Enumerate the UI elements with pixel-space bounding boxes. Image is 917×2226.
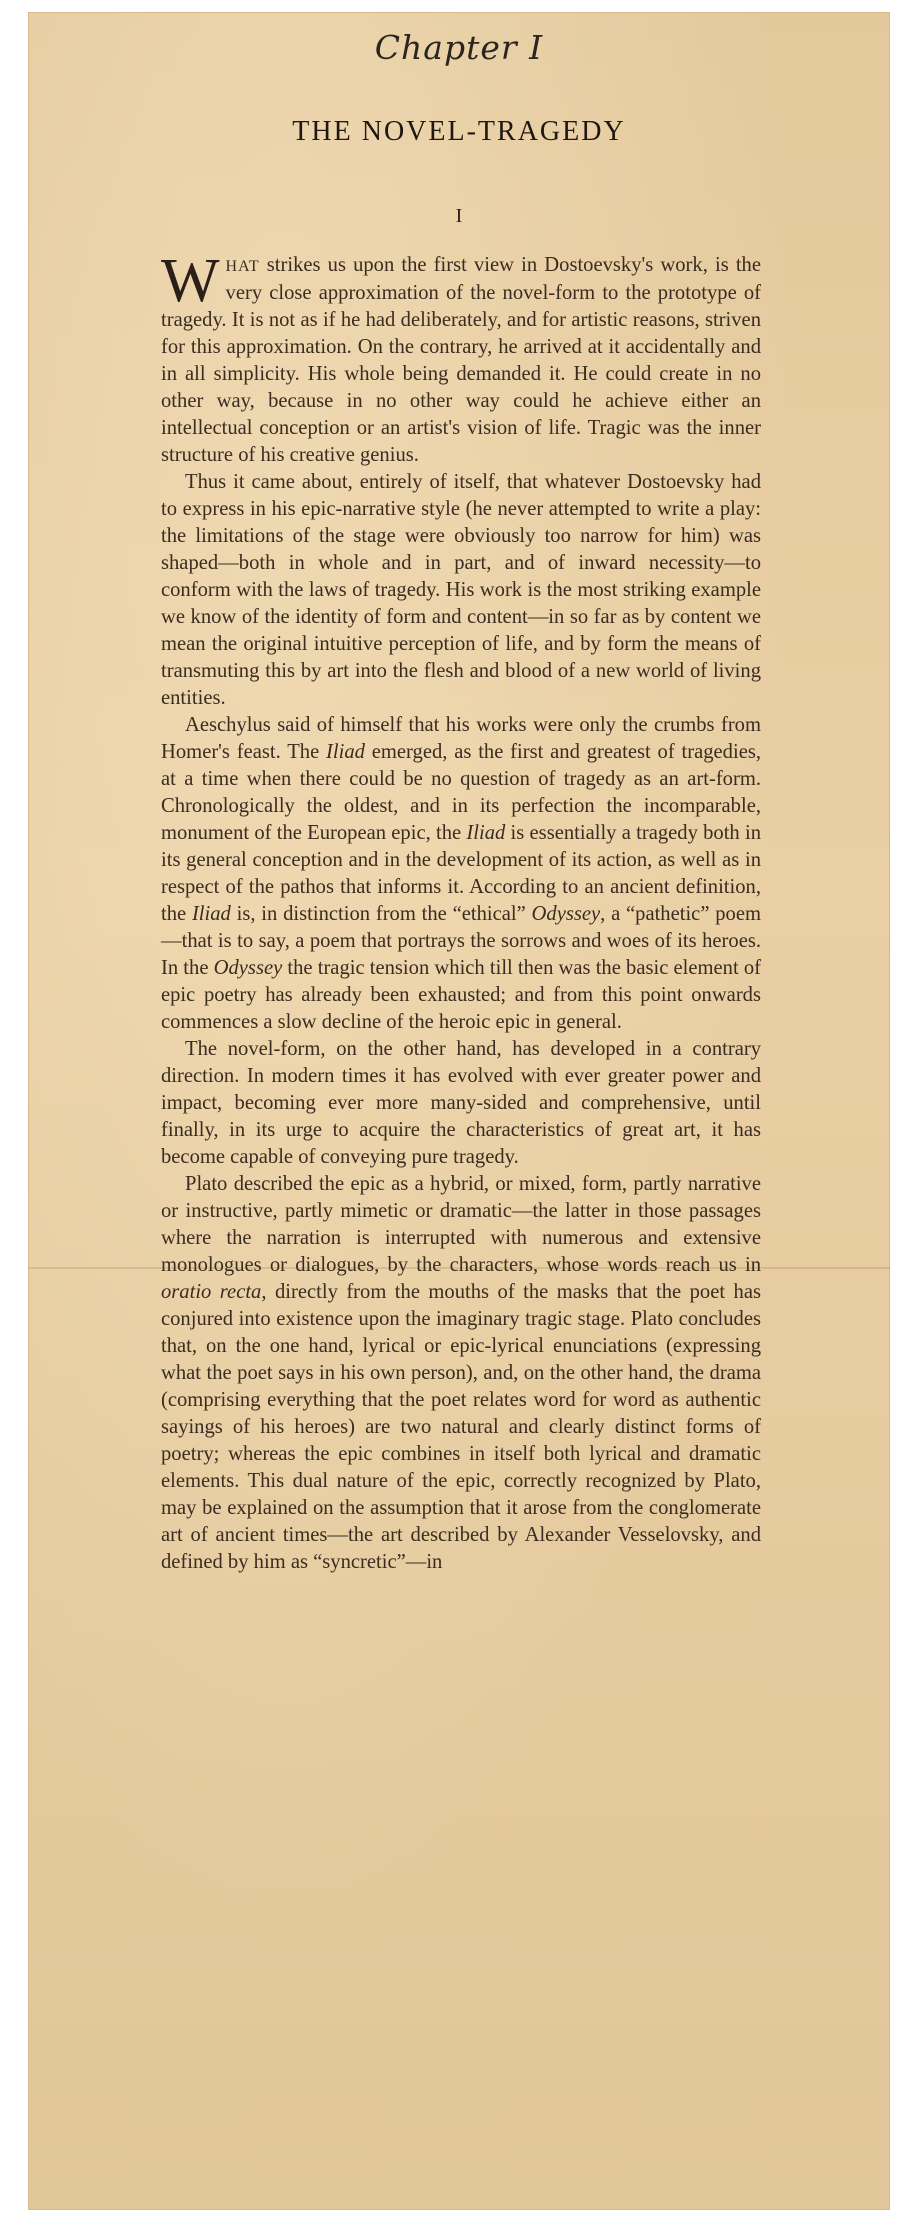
chapter-title: THE NOVEL-TRAGEDY	[292, 116, 626, 147]
paragraph-2: Thus it came about, entirely of itself, that whatever Dostoevsky had to express in his epic-narrative style (he never attempted to write a play: the limitations of the stage were obviously too narrow for him) was shaped—both in whole and in part, and of inward necessity—to conform with the laws of tragedy. His work is the most striking example we know of the identity of form and content—in so far as by content we mean the original intuitive perception of life, and by form the means of transmuting this by art into the flesh and blood of a new world of living entities.	[161, 471, 761, 709]
lead-smallcaps: HAT	[225, 258, 260, 275]
text-run: is essentially a tragedy both in its general conception and in the development of its action, as well as in respect of the pathos that informs it. According to an ancient definition, the	[161, 822, 761, 925]
body-text	[161, 247, 762, 1576]
italic-title: Odyssey	[213, 957, 283, 979]
paragraph-4: The novel-form, on the other hand, has developed in a contrary direction. In modern times it has evolved with ever greater power and impact, becoming ever more many-sided and comprehensive, until finally, in its urge to acquire the characteristics of great art, it has become capable of conveying pure tragedy.	[161, 1038, 761, 1168]
paragraph-text: strikes us upon the first view in Dostoevsky's work, is the very close approximation of the novel-form to the prototype of tragedy. It is not as if he had deliberately, and for artistic reasons, striven for this approximation. On the contrary, he arrived at it accidentally and in all simplicity. His whole being demanded it. He could create in no other way, because in no other way could he achieve either an intellectual conception or an artist's vision of life. Tragic was the inner structure of his creative genius.	[161, 254, 761, 466]
text-run: is, in distinction from the “ethical”	[230, 903, 532, 925]
paragraph-5	[161, 1171, 761, 1576]
handwritten-chapter-heading: Chapter I	[374, 28, 544, 67]
text-run: emerged, as the first and greatest of tragedies, at a time when there could be no question of tragedy as an art-form. Chronologically the oldest, and in its perfection the incomparable, monument of the European epic, the	[161, 741, 761, 844]
paper-page	[28, 12, 890, 2210]
paragraph-3	[161, 712, 761, 1036]
section-number: I	[455, 205, 463, 227]
paragraph-1	[161, 247, 761, 469]
drop-cap: W	[161, 247, 220, 315]
text-run: the tragic tension which till then was the basic element of epic poetry has already been exhausted; and from this point onwards commences a slow decline of the heroic epic in general.	[161, 957, 761, 1033]
italic-phrase: oratio recta	[161, 1281, 262, 1303]
text-run: , a “pathetic” poem—that is to say, a poem that portrays the sorrows and woes of its heroes. In the	[161, 903, 762, 979]
text-run: Aeschylus said of himself that his works were only the crumbs from Homer's feast. The	[161, 714, 761, 763]
italic-title: Iliad	[326, 741, 365, 763]
italic-title: Iliad	[466, 822, 506, 844]
italic-title: Odyssey	[531, 903, 601, 925]
italic-title: Iliad	[191, 903, 231, 925]
text-run: Plato described the epic as a hybrid, or mixed, form, partly narrative or instructive, partly mimetic or dramatic—the latter in those passages where the narration is interrupted with numerous and extensive monologues or dialogues, by the characters, whose words reach us in	[161, 1173, 761, 1276]
text-run: , directly from the mouths of the masks that the poet has conjured into existence upon the imaginary tragic stage. Plato concludes that, on the one hand, lyrical or epic-lyrical enunciations (expressing what the poet says in his own person), and, on the other hand, the drama (comprising everything that the poet relates word for word as authentic sayings of his heroes) are two natural and clearly distinct forms of poetry; whereas the epic combines in itself both lyrical and dramatic elements. This dual nature of the epic, correctly recognized by Plato, may be explained on the assumption that it arose from the conglomerate art of ancient times—the art described by Alexander Vesselovsky, and defined by him as “syncretic”—in	[161, 1281, 761, 1573]
